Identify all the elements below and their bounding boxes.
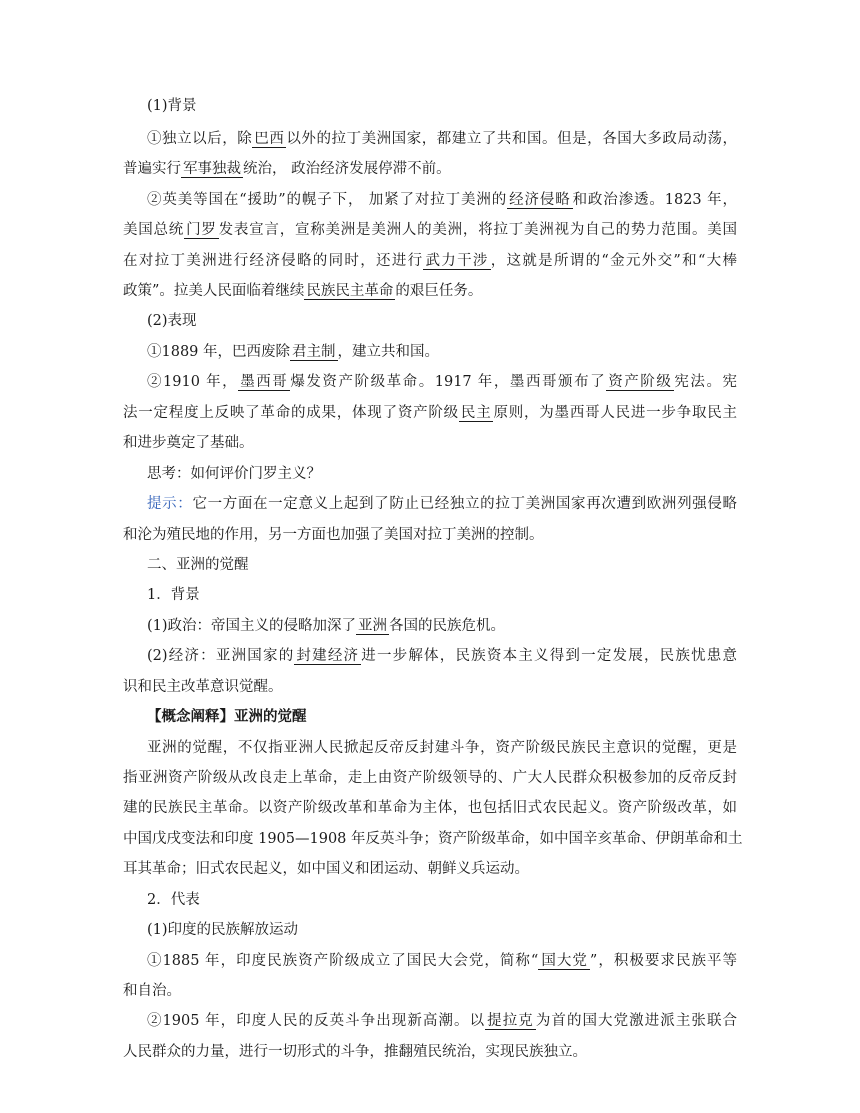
answer-blank: 民族民主革命 — [306, 283, 394, 299]
performance-heading: (2)表现 — [147, 313, 197, 329]
answer-blank: 经济侵略 — [509, 192, 571, 208]
india-heading: (1)印度的民族解放运动 — [147, 922, 299, 938]
concept-title: 【概念阐释】亚洲的觉醒 — [147, 708, 307, 725]
answer-blank: 亚洲 — [358, 618, 388, 634]
answer-blank: 巴西 — [254, 131, 285, 147]
background-para-2-cont: 美国总统 门罗 发表宣言，宣称美洲是美洲人的美洲，将拉丁美洲视为自己的势力范围。美国 — [123, 222, 738, 238]
hint-para-cont: 和沦为殖民地的作用，另一方面也加强了美国对拉丁美洲的控制。 — [123, 527, 544, 543]
india-para-2: ②1905 年，印度人民的反英斗争出现新高潮。以 提拉克 为首的国大党激进派主张联合 — [147, 1013, 738, 1029]
background-heading: (1)背景 — [147, 98, 197, 114]
answer-blank: 国大党 — [540, 953, 588, 969]
answer-blank: 提拉克 — [487, 1013, 534, 1029]
answer-blank: 军事独裁 — [183, 161, 241, 177]
answer-blank: 武力干涉 — [425, 253, 489, 269]
concept-para: 亚洲的觉醒，不仅指亚洲人民掀起反帝反封建斗争，资产阶级民族民主意识的觉醒，更是 — [147, 740, 737, 756]
performance-para-2-cont: 和进步奠定了基础。 — [123, 435, 254, 451]
concept-para-cont: 中国戊戌变法和印度 1905—1908 年反英斗争；资产阶级革命，如中国辛亥革命、伊朗革命和土 — [123, 831, 743, 847]
performance-para-2: ②1910 年， 墨西哥 爆发资产阶级革命。1917 年，墨西哥颁布了 资产阶级 宪法。宪 — [147, 374, 738, 390]
answer-blank: 封建经济 — [296, 648, 360, 664]
subsection-background: 1．背景 — [147, 587, 200, 603]
subsection-representatives: 2．代表 — [147, 892, 200, 908]
think-question: 思考：如何评价门罗主义？ — [147, 466, 321, 482]
economy-para-cont: 识和民主改革意识觉醒。 — [123, 679, 283, 695]
answer-blank: 资产阶级 — [608, 374, 673, 390]
background-para-2-cont: 政策”。拉美人民面临着继续 民族民主革命 的艰巨任务。 — [123, 283, 483, 299]
concept-para-cont: 耳其革命；旧式农民起义，如中国义和团运动、朝鲜义兵运动。 — [123, 861, 529, 877]
performance-para-2-cont: 法一定程度上反映了革命的成果，体现了资产阶级 民主 原则，为墨西哥人民进一步争取民主 — [123, 405, 738, 421]
politics-para: (1)政治：帝国主义的侵略加深了 亚洲 各国的民族危机。 — [147, 618, 506, 634]
answer-blank: 君主制 — [292, 344, 336, 360]
answer-blank: 门罗 — [186, 222, 217, 238]
background-para-2: ②英美等国在“援助”的幌子下， 加紧了对拉丁美洲的 经济侵略 和政治渗透。1823 年， — [147, 192, 738, 208]
background-para-2-cont: 在对拉丁美洲进行经济侵略的同时，还进行 武力干涉 ，这就是所谓的“金元外交”和“大棒 — [123, 253, 737, 269]
answer-blank: 民主 — [460, 405, 492, 421]
hint-label: 提示： — [147, 496, 193, 512]
background-para-1: ①独立以后，除 巴西 以外的拉丁美洲国家，都建立了共和国。但是，各国大多政局动荡， — [147, 131, 738, 147]
concept-para-cont: 指亚洲资产阶级从改良走上革命，走上由资产阶级领导的、广大人民群众积极参加的反帝反封 — [123, 770, 737, 786]
india-para-2-cont: 人民群众的力量，进行一切形式的斗争，推翻殖民统治，实现民族独立。 — [123, 1044, 587, 1060]
background-para-1-cont: 普遍实行 军事独裁 统治， 政治经济发展停滞不前。 — [123, 161, 451, 177]
economy-para: (2)经济：亚洲国家的 封建经济 进一步解体，民族资本主义得到一定发展，民族忧患意 — [147, 648, 737, 664]
concept-para-cont: 建的民族民主革命。以资产阶级改革和革命为主体，也包括旧式农民起义。资产阶级改革，如 — [123, 800, 737, 816]
section-heading-asia: 二、亚洲的觉醒 — [147, 557, 249, 573]
india-para-1: ①1885 年，印度民族资产阶级成立了国民大会党，简称“ 国大党 ”，积极要求民族平等 — [147, 953, 737, 969]
hint-para: 提示：它一方面在一定意义上起到了防止已经独立的拉丁美洲国家再次遭到欧洲列强侵略 — [147, 496, 737, 512]
india-para-1-cont: 和自治。 — [123, 983, 181, 999]
performance-para-1: ①1889 年，巴西废除 君主制 ，建立共和国。 — [147, 344, 440, 360]
answer-blank: 墨西哥 — [240, 374, 289, 390]
